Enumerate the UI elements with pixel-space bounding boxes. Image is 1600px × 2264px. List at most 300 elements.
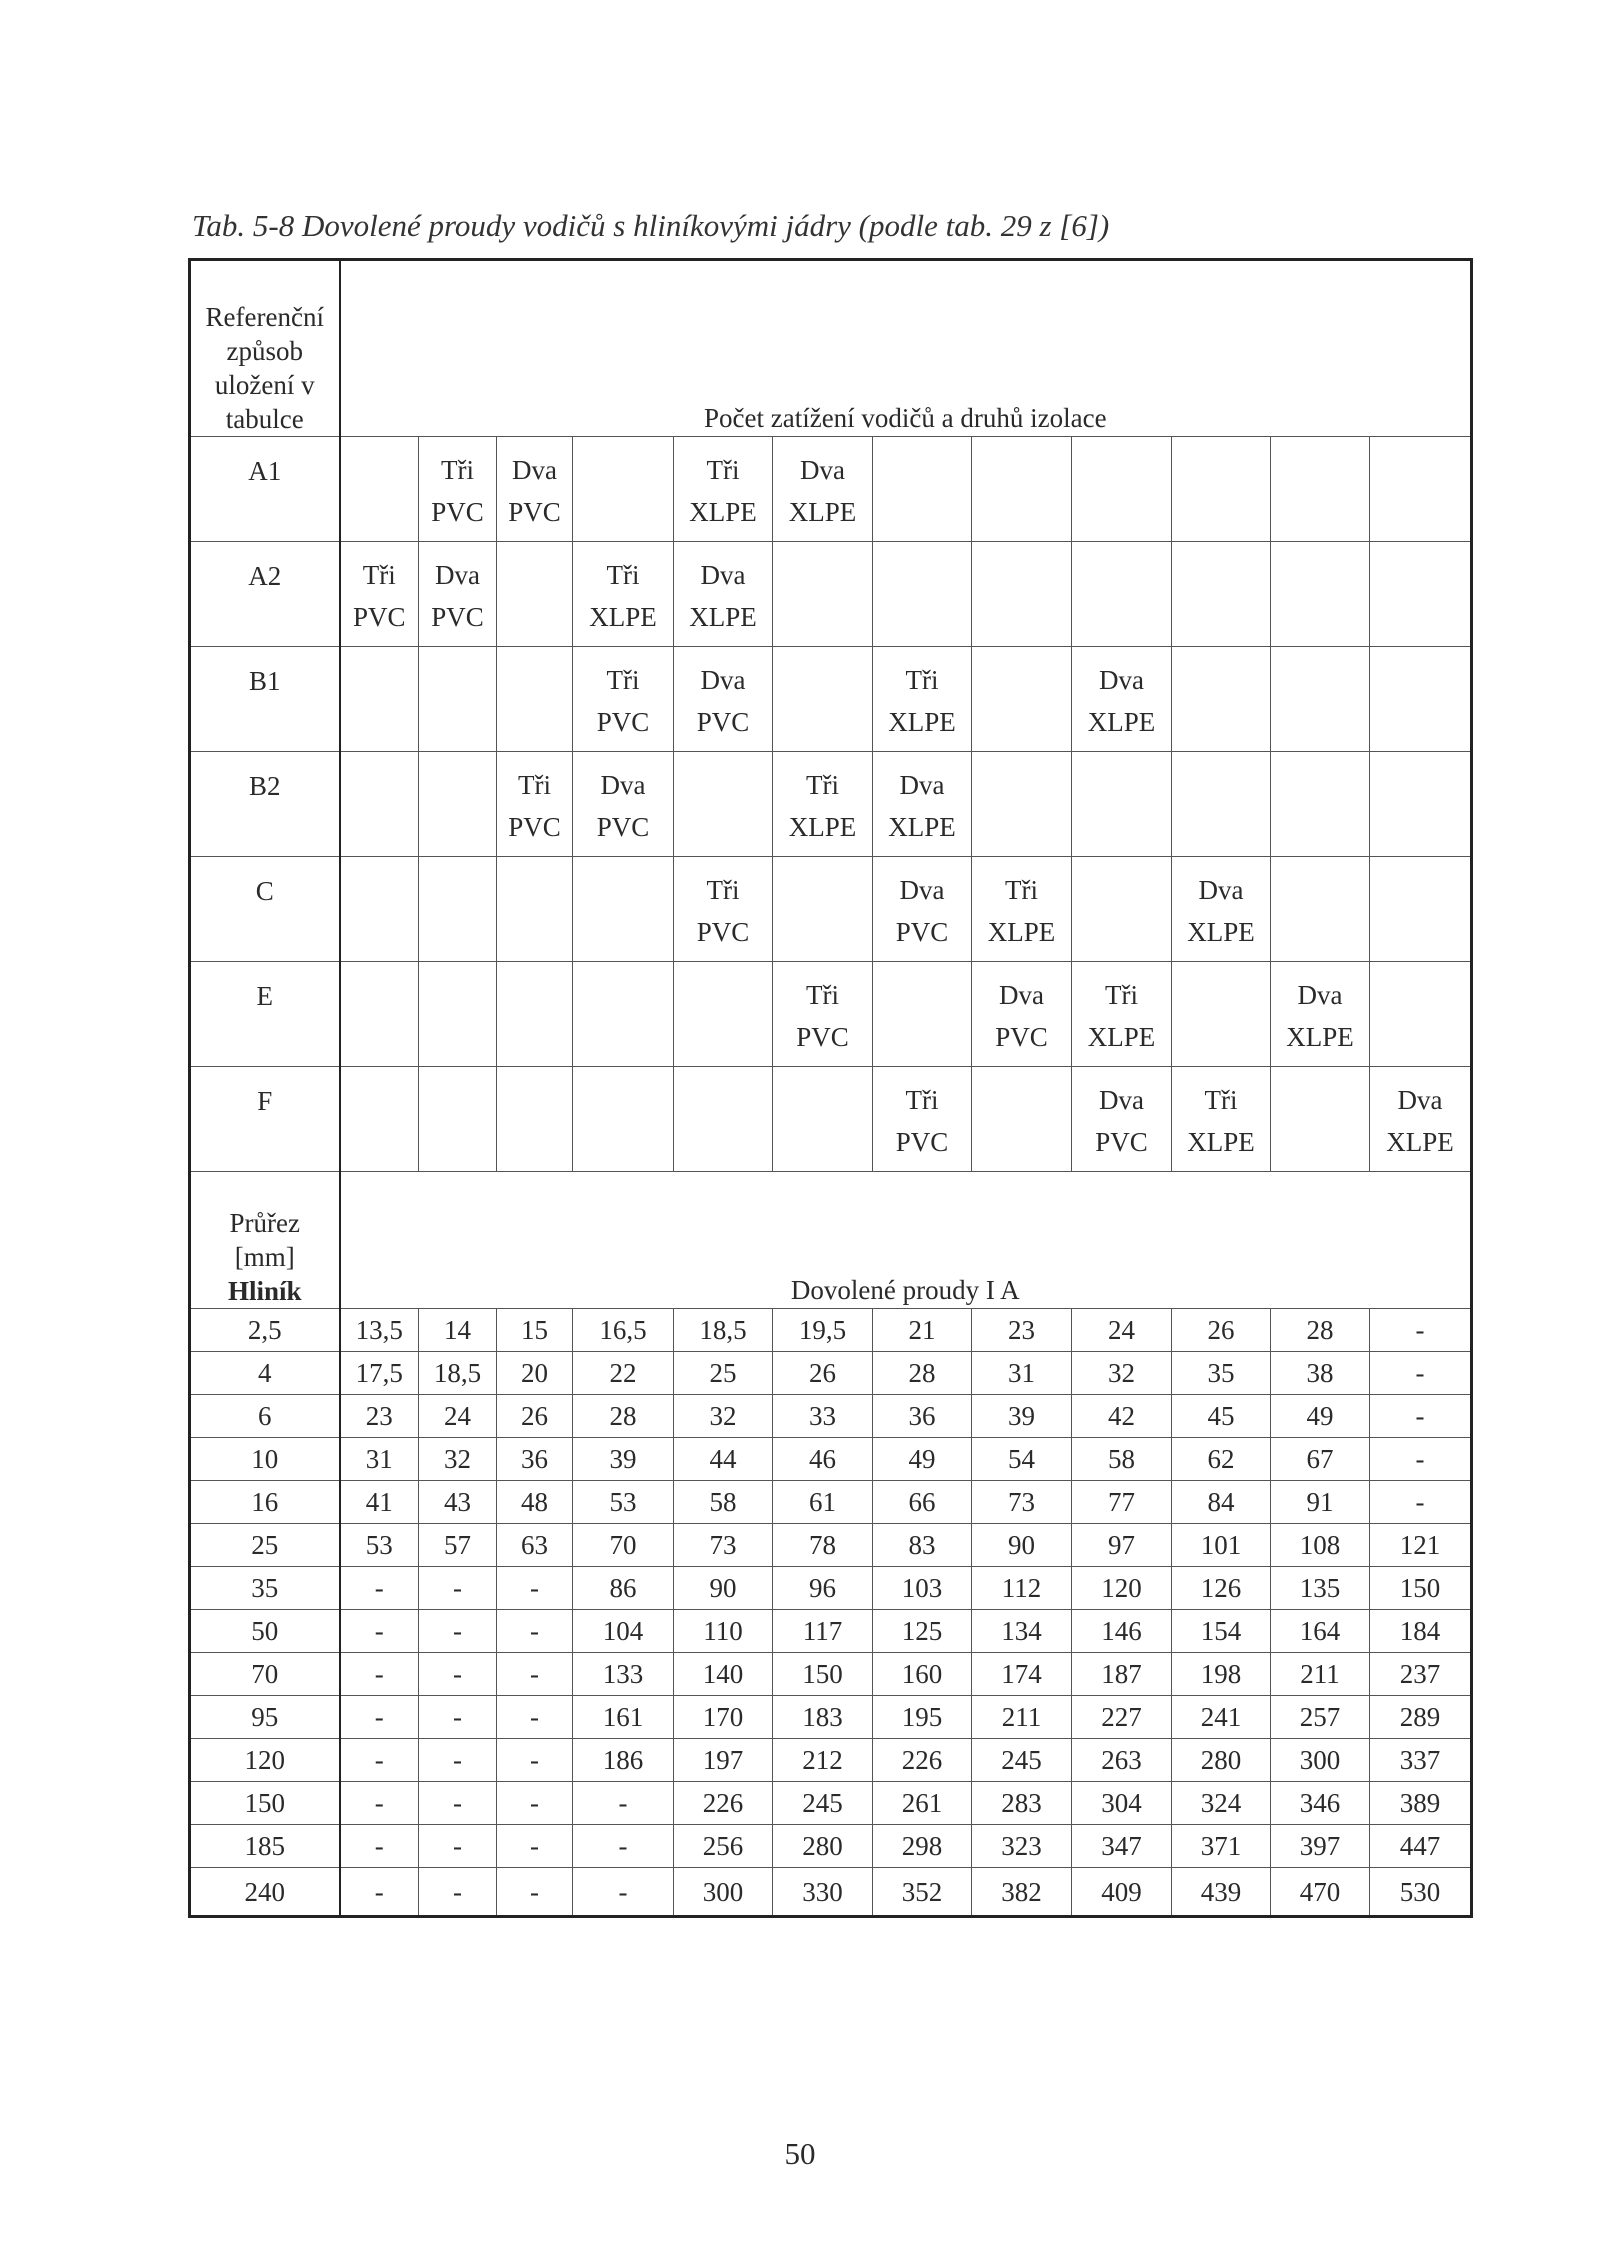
- current-value: 62: [1172, 1438, 1271, 1481]
- current-value: -: [340, 1610, 419, 1653]
- table-caption: Tab. 5-8 Dovolené proudy vodičů s hliníkovými jádry (podle tab. 29 z [6]): [192, 208, 1110, 243]
- conductor-count: Dva: [899, 875, 945, 905]
- allowed-currents-header: Dovolené proudy I A: [340, 1172, 1472, 1309]
- method-cell: [1172, 1067, 1271, 1172]
- conductor-count: Dva: [899, 770, 945, 800]
- section-header-row: [190, 1172, 1472, 1309]
- current-value: 73: [674, 1524, 773, 1567]
- current-value: 289: [1370, 1696, 1472, 1739]
- method-cell: [340, 542, 419, 647]
- method-cell: [773, 542, 873, 647]
- cross-section-value: 70: [190, 1653, 340, 1696]
- method-cell: [1072, 437, 1172, 542]
- current-value: 28: [873, 1352, 972, 1395]
- current-value: 184: [1370, 1610, 1472, 1653]
- current-value: -: [340, 1825, 419, 1868]
- current-value: 237: [1370, 1653, 1472, 1696]
- current-value: 33: [773, 1395, 873, 1438]
- insulation-type: PVC: [696, 917, 750, 947]
- current-value: -: [419, 1696, 497, 1739]
- current-value: -: [1370, 1309, 1472, 1352]
- cross-section-value: 240: [190, 1868, 340, 1917]
- reference-method-header: [190, 260, 340, 437]
- current-value: 46: [773, 1438, 873, 1481]
- method-cell: [419, 752, 497, 857]
- current-value: 120: [1072, 1567, 1172, 1610]
- method-cell: [1370, 962, 1472, 1067]
- current-value: -: [340, 1696, 419, 1739]
- insulation-type: XLPE: [1187, 1127, 1255, 1157]
- insulation-type: PVC: [995, 1022, 1048, 1052]
- insulation-type: PVC: [895, 917, 949, 947]
- current-value: 154: [1172, 1610, 1271, 1653]
- method-cell: [873, 752, 972, 857]
- method-cell: [1370, 542, 1472, 647]
- cross-section-value: 95: [190, 1696, 340, 1739]
- method-cell: [773, 752, 873, 857]
- current-value: 280: [773, 1825, 873, 1868]
- conductor-count: Tři: [706, 455, 740, 485]
- insulation-type: XLPE: [1386, 1127, 1454, 1157]
- cross-section-header: [190, 1172, 340, 1309]
- insulation-type: PVC: [352, 602, 406, 632]
- cross-section-value: 50: [190, 1610, 340, 1653]
- method-cell: [674, 962, 773, 1067]
- method-cell: [873, 437, 972, 542]
- conductor-count: Tři: [518, 770, 551, 800]
- method-label: B1: [190, 647, 340, 752]
- method-cell: [873, 542, 972, 647]
- insulation-type: XLPE: [987, 917, 1056, 947]
- cross-section-value: 185: [190, 1825, 340, 1868]
- method-row: [190, 1067, 1472, 1172]
- current-value: 26: [497, 1395, 573, 1438]
- method-cell: [419, 542, 497, 647]
- current-value: 198: [1172, 1653, 1271, 1696]
- method-cell: [1072, 857, 1172, 962]
- insulation-type: XLPE: [689, 602, 757, 632]
- current-value: 183: [773, 1696, 873, 1739]
- current-value: 14: [419, 1309, 497, 1352]
- method-cell: [340, 437, 419, 542]
- current-value: 54: [972, 1438, 1072, 1481]
- method-cell: [972, 962, 1072, 1067]
- insulation-type: PVC: [431, 602, 484, 632]
- method-cell: [674, 752, 773, 857]
- method-cell: [1072, 647, 1172, 752]
- current-value: 45: [1172, 1395, 1271, 1438]
- current-value: 347: [1072, 1825, 1172, 1868]
- current-value: 352: [873, 1868, 972, 1917]
- current-value: 261: [873, 1782, 972, 1825]
- cross-section-value: 25: [190, 1524, 340, 1567]
- current-value: -: [419, 1782, 497, 1825]
- insulation-type: PVC: [696, 707, 750, 737]
- current-value: 170: [674, 1696, 773, 1739]
- method-label: B2: [190, 752, 340, 857]
- method-cell: [497, 857, 573, 962]
- cross-section-value: 150: [190, 1782, 340, 1825]
- method-row: [190, 962, 1472, 1067]
- method-cell: [1172, 752, 1271, 857]
- conductor-count: Tři: [806, 980, 839, 1010]
- method-cell: [1271, 437, 1370, 542]
- method-cell: [1370, 752, 1472, 857]
- method-cell: [873, 857, 972, 962]
- method-cell: [1271, 1067, 1370, 1172]
- current-value: 256: [674, 1825, 773, 1868]
- method-cell: [1370, 1067, 1472, 1172]
- table-row: [190, 1825, 1472, 1868]
- method-cell: [1271, 857, 1370, 962]
- current-value: 13,5: [340, 1309, 419, 1352]
- current-value: 53: [340, 1524, 419, 1567]
- method-cell: [573, 857, 674, 962]
- current-value: 298: [873, 1825, 972, 1868]
- current-value: -: [340, 1567, 419, 1610]
- current-value: 241: [1172, 1696, 1271, 1739]
- conductor-count: Tři: [606, 665, 640, 695]
- method-cell: [573, 437, 674, 542]
- method-cell: [419, 647, 497, 752]
- current-value: 174: [972, 1653, 1072, 1696]
- current-value: 300: [674, 1868, 773, 1917]
- current-value: 382: [972, 1868, 1072, 1917]
- current-value: 226: [674, 1782, 773, 1825]
- current-value: 23: [340, 1395, 419, 1438]
- method-cell: [1271, 647, 1370, 752]
- current-value: 117: [773, 1610, 873, 1653]
- conductor-count: Tři: [362, 560, 396, 590]
- current-value: 160: [873, 1653, 972, 1696]
- method-cell: [340, 1067, 419, 1172]
- ref-header-line: Referenční: [205, 302, 324, 332]
- current-value: 73: [972, 1481, 1072, 1524]
- method-cell: [972, 542, 1072, 647]
- method-row: [190, 437, 1472, 542]
- current-value: 42: [1072, 1395, 1172, 1438]
- method-cell: [1172, 857, 1271, 962]
- current-value: -: [340, 1739, 419, 1782]
- method-cell: [1370, 647, 1472, 752]
- current-value: 49: [1271, 1395, 1370, 1438]
- current-value: 21: [873, 1309, 972, 1352]
- current-value: 61: [773, 1481, 873, 1524]
- current-value: 26: [1172, 1309, 1271, 1352]
- current-value: 211: [1271, 1653, 1370, 1696]
- current-value: 103: [873, 1567, 972, 1610]
- insulation-type: PVC: [895, 1127, 949, 1157]
- cross-section-value: 4: [190, 1352, 340, 1395]
- table-row: [190, 1739, 1472, 1782]
- cross-section-value: 6: [190, 1395, 340, 1438]
- method-cell: [674, 437, 773, 542]
- current-value: -: [573, 1825, 674, 1868]
- current-value: -: [1370, 1352, 1472, 1395]
- cross-section-value: 10: [190, 1438, 340, 1481]
- table-row: [190, 1868, 1472, 1917]
- insulation-type: PVC: [796, 1022, 849, 1052]
- method-cell: [773, 647, 873, 752]
- current-value: 35: [1172, 1352, 1271, 1395]
- table-row: [190, 1653, 1472, 1696]
- current-value: 84: [1172, 1481, 1271, 1524]
- insulation-type: XLPE: [888, 707, 956, 737]
- current-value: 19,5: [773, 1309, 873, 1352]
- current-value: 49: [873, 1438, 972, 1481]
- ref-header-line: tabulce: [225, 404, 304, 434]
- table-row: [190, 1352, 1472, 1395]
- table-row: [190, 1395, 1472, 1438]
- conductor-count: Dva: [1198, 875, 1244, 905]
- method-cell: [573, 962, 674, 1067]
- current-value: 226: [873, 1739, 972, 1782]
- current-value: -: [419, 1868, 497, 1917]
- current-value: 530: [1370, 1868, 1472, 1917]
- method-cell: [1072, 962, 1172, 1067]
- current-value: 31: [340, 1438, 419, 1481]
- current-value: 283: [972, 1782, 1072, 1825]
- current-value: 397: [1271, 1825, 1370, 1868]
- current-value: -: [497, 1653, 573, 1696]
- current-value: -: [1370, 1438, 1472, 1481]
- method-cell: [340, 962, 419, 1067]
- conductor-count: Tři: [905, 665, 939, 695]
- current-value: 36: [497, 1438, 573, 1481]
- method-cell: [573, 647, 674, 752]
- method-cell: [674, 647, 773, 752]
- conductor-count: Tři: [905, 1085, 939, 1115]
- current-value: 57: [419, 1524, 497, 1567]
- current-value: 26: [773, 1352, 873, 1395]
- method-cell: [972, 752, 1072, 857]
- current-value: 161: [573, 1696, 674, 1739]
- current-value: 66: [873, 1481, 972, 1524]
- current-value: -: [419, 1653, 497, 1696]
- current-value: -: [340, 1653, 419, 1696]
- method-cell: [1072, 1067, 1172, 1172]
- insulation-type: XLPE: [589, 602, 657, 632]
- current-value: 257: [1271, 1696, 1370, 1739]
- insulation-type: PVC: [596, 707, 650, 737]
- current-value: 409: [1072, 1868, 1172, 1917]
- method-cell: [497, 1067, 573, 1172]
- current-value: 447: [1370, 1825, 1472, 1868]
- current-value: 43: [419, 1481, 497, 1524]
- current-value: 41: [340, 1481, 419, 1524]
- current-value: 31: [972, 1352, 1072, 1395]
- conductor-count: Dva: [999, 980, 1044, 1010]
- conductor-count: Tři: [606, 560, 640, 590]
- insulation-type: PVC: [596, 812, 650, 842]
- insulation-type: XLPE: [1286, 1022, 1354, 1052]
- current-value: 36: [873, 1395, 972, 1438]
- insulation-type: PVC: [508, 812, 561, 842]
- current-value: 24: [419, 1395, 497, 1438]
- method-cell: [419, 1067, 497, 1172]
- current-value: -: [340, 1868, 419, 1917]
- current-value: 323: [972, 1825, 1072, 1868]
- conductor-count: Dva: [1099, 665, 1144, 695]
- current-value: 101: [1172, 1524, 1271, 1567]
- current-value: 135: [1271, 1567, 1370, 1610]
- current-value: 245: [972, 1739, 1072, 1782]
- table-row: [190, 1696, 1472, 1739]
- conductor-count: Tři: [806, 770, 839, 800]
- current-value: 110: [674, 1610, 773, 1653]
- current-value: 134: [972, 1610, 1072, 1653]
- current-value: 304: [1072, 1782, 1172, 1825]
- insulation-type: XLPE: [788, 812, 857, 842]
- method-cell: [573, 752, 674, 857]
- conductor-count: Tři: [441, 455, 474, 485]
- conductor-count: Dva: [435, 560, 480, 590]
- current-value: 371: [1172, 1825, 1271, 1868]
- current-value: -: [497, 1868, 573, 1917]
- current-value: 112: [972, 1567, 1072, 1610]
- method-cell: [1271, 752, 1370, 857]
- conductor-count: Dva: [700, 665, 746, 695]
- current-value: 86: [573, 1567, 674, 1610]
- table-row: [190, 1438, 1472, 1481]
- cross-section-header-line: Hliník: [227, 1276, 302, 1306]
- current-value: -: [497, 1610, 573, 1653]
- method-cell: [873, 962, 972, 1067]
- cross-section-header-line: Průřez: [229, 1208, 300, 1238]
- method-cell: [419, 857, 497, 962]
- method-cell: [972, 647, 1072, 752]
- method-cell: [972, 857, 1072, 962]
- current-value: 78: [773, 1524, 873, 1567]
- method-row: [190, 752, 1472, 857]
- method-row: [190, 647, 1472, 752]
- method-cell: [419, 437, 497, 542]
- current-value: 18,5: [674, 1309, 773, 1352]
- method-cell: [773, 962, 873, 1067]
- method-cell: [1172, 437, 1271, 542]
- table-row: [190, 1610, 1472, 1653]
- ref-header-line: způsob: [226, 336, 303, 366]
- current-value: 280: [1172, 1739, 1271, 1782]
- insulation-type: XLPE: [1087, 707, 1156, 737]
- current-ratings-table: [188, 258, 1473, 1918]
- table-row: [190, 1524, 1472, 1567]
- method-cell: [497, 962, 573, 1067]
- method-cell: [1370, 437, 1472, 542]
- method-cell: [773, 1067, 873, 1172]
- insulation-type: XLPE: [689, 497, 757, 527]
- current-value: 97: [1072, 1524, 1172, 1567]
- current-value: 164: [1271, 1610, 1370, 1653]
- current-value: -: [497, 1567, 573, 1610]
- current-value: 77: [1072, 1481, 1172, 1524]
- current-value: -: [419, 1739, 497, 1782]
- insulation-type: XLPE: [1087, 1022, 1156, 1052]
- current-value: 211: [972, 1696, 1072, 1739]
- conductor-count: Dva: [1099, 1085, 1144, 1115]
- current-value: -: [340, 1782, 419, 1825]
- method-cell: [1370, 857, 1472, 962]
- conductor-count: Dva: [1297, 980, 1343, 1010]
- current-value: 58: [674, 1481, 773, 1524]
- method-cell: [972, 437, 1072, 542]
- current-value: -: [497, 1782, 573, 1825]
- conductor-count: Dva: [512, 455, 557, 485]
- method-cell: [674, 1067, 773, 1172]
- current-value: 150: [1370, 1567, 1472, 1610]
- current-value: 300: [1271, 1739, 1370, 1782]
- current-value: 197: [674, 1739, 773, 1782]
- current-value: 18,5: [419, 1352, 497, 1395]
- method-label: C: [190, 857, 340, 962]
- method-cell: [419, 962, 497, 1067]
- current-value: 28: [573, 1395, 674, 1438]
- method-cell: [497, 647, 573, 752]
- method-cell: [497, 437, 573, 542]
- current-value: 20: [497, 1352, 573, 1395]
- current-value: 39: [573, 1438, 674, 1481]
- current-value: 324: [1172, 1782, 1271, 1825]
- method-cell: [773, 437, 873, 542]
- current-value: 32: [1072, 1352, 1172, 1395]
- current-value: 32: [674, 1395, 773, 1438]
- insulation-type: XLPE: [1187, 917, 1255, 947]
- current-value: 346: [1271, 1782, 1370, 1825]
- method-cell: [573, 542, 674, 647]
- table-row: [190, 1567, 1472, 1610]
- current-value: 23: [972, 1309, 1072, 1352]
- method-cell: [1072, 542, 1172, 647]
- table-row: [190, 1481, 1472, 1524]
- conductor-count: Dva: [600, 770, 646, 800]
- method-cell: [497, 542, 573, 647]
- current-value: 125: [873, 1610, 972, 1653]
- method-cell: [873, 647, 972, 752]
- method-cell: [773, 857, 873, 962]
- current-value: -: [419, 1610, 497, 1653]
- method-cell: [340, 647, 419, 752]
- current-value: 32: [419, 1438, 497, 1481]
- current-value: 25: [674, 1352, 773, 1395]
- current-value: 439: [1172, 1868, 1271, 1917]
- current-value: -: [419, 1567, 497, 1610]
- current-value: 58: [1072, 1438, 1172, 1481]
- current-value: 140: [674, 1653, 773, 1696]
- method-label: E: [190, 962, 340, 1067]
- current-value: -: [497, 1825, 573, 1868]
- method-label: A2: [190, 542, 340, 647]
- method-cell: [674, 542, 773, 647]
- current-value: 17,5: [340, 1352, 419, 1395]
- insulation-type: PVC: [1095, 1127, 1148, 1157]
- conductor-count: Tři: [1105, 980, 1138, 1010]
- current-value: 96: [773, 1567, 873, 1610]
- current-value: -: [419, 1825, 497, 1868]
- load-insulation-header: Počet zatížení vodičů a druhů izolace: [340, 260, 1472, 437]
- conductor-count: Dva: [1397, 1085, 1443, 1115]
- current-value: 39: [972, 1395, 1072, 1438]
- current-value: 133: [573, 1653, 674, 1696]
- method-cell: [497, 752, 573, 857]
- insulation-type: XLPE: [888, 812, 956, 842]
- current-value: 389: [1370, 1782, 1472, 1825]
- current-value: 104: [573, 1610, 674, 1653]
- current-value: 28: [1271, 1309, 1370, 1352]
- conductor-count: Tři: [706, 875, 740, 905]
- current-value: 186: [573, 1739, 674, 1782]
- table-row: [190, 1309, 1472, 1352]
- current-value: 22: [573, 1352, 674, 1395]
